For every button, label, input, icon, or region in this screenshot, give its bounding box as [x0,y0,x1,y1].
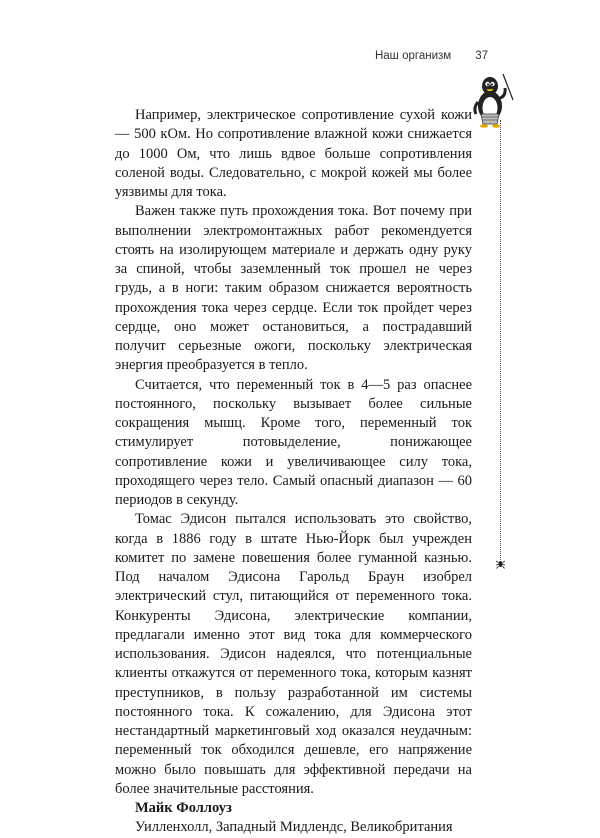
page-number: 37 [475,50,488,62]
author-location: Уилленхолл, Западный Мидлендс, Великобритания [135,819,453,836]
author-name: Майк Фоллоуз [135,800,232,816]
running-title: Наш организм [374,50,452,62]
paragraph: Например, электрическое сопротивление сухой кожи — 500 кОм. Но сопротивление влажной кожи снижается до 1000 Ом, что лишь вдвое больше сопротивления соленой воды. Следовательно, с мокрой кожей мы более уязвимы для тока. [115,107,472,200]
paragraph: Важен также путь прохождения тока. Вот почему при выполнении электромонтажных работ рекомендуется стоять на изолирующем материале и держать одну руку за спиной, чтобы заземленный ток прошел не через грудь, а в ноги: таким образом снижается вероятность прохождения тока через сердце. Если ток пройдет через сердце, оно может остановиться, а пострадавший получит серьезные ожоги, поскольку электрическая энергия преобразуется в тепло. [115,203,472,374]
paragraph: Считается, что переменный ток в 4—5 раз опаснее постоянного, поскольку вызывает более сильные сокращения мышц. Кроме того, переменный ток стимулирует потовыделение, понижающее сопротивление кожи и увеличивающее силу тока, проходящего через тело. Самый опасный диапазон — 60 периодов в секунду. [115,376,472,508]
running-header [375,50,488,62]
article-body [115,106,472,838]
spider-icon [496,558,505,570]
paragraph: Томас Эдисон пытался использовать это свойство, когда в 1886 году в штате Нью-Йорк был учрежден комитет по замене повешения более гуманной казнью. Под началом Эдисона Гарольд Браун изобрел электрический стул, питающийся от переменного тока. Конкуренты Эдисона, электрические компании, предлагали именно этот вид тока для коммерческого использования. Эдисон надеялся, что потенциальные клиенты откажутся от переменного тока, которым казнят преступников, в пользу разработанной им системы постоянного тока. К сожалению, для Эдисона этот нестандартный маркетинговый ход оказался неудачным: переменный ток обходился дешевле, его напряжение можно было повышать для эффективной передачи на более значительные расстояния. [115,511,472,797]
spider-thread [500,120,501,560]
penguin-mascot-icon [472,68,516,130]
